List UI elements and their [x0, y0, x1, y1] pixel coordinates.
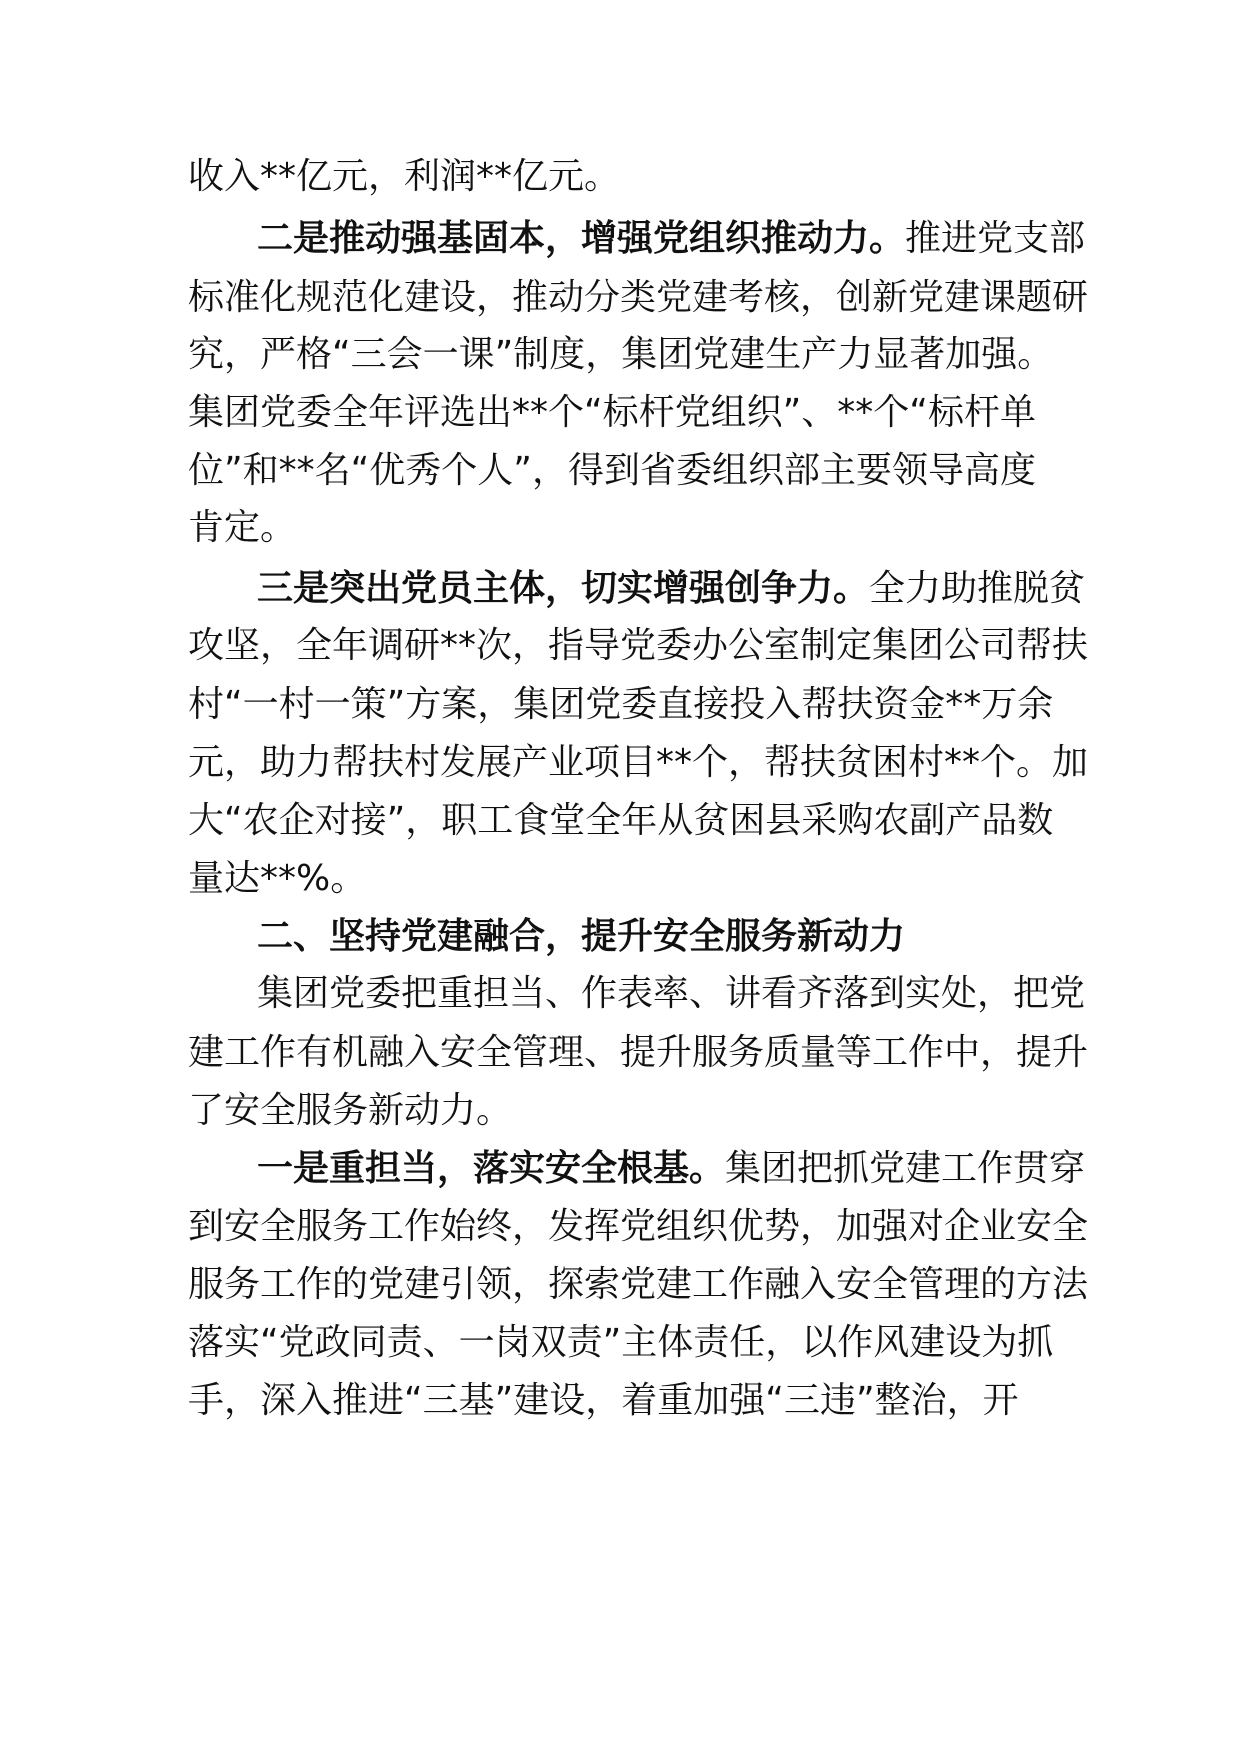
- paragraph-first-line: 集团党委把重担当、作表率、讲看齐落到实处，把党: [257, 973, 1086, 1014]
- text-line: 村“一村一策”方案，集团党委直接投入帮扶资金**万余: [188, 684, 1054, 725]
- text-line: 元，助力帮扶村发展产业项目**个，帮扶贫困村**个。加: [188, 742, 1089, 783]
- text-line: 攻坚，全年调研**次，指导党委办公室制定集团公司帮扶: [188, 625, 1089, 666]
- paragraph-first-line: 二是推动强基固本，增强党组织推动力。推进党支部: [257, 218, 1086, 259]
- text-line: 了安全服务新动力。: [188, 1090, 513, 1131]
- text-line: 服务工作的党建引领，探索党建工作融入安全管理的方法: [188, 1264, 1089, 1305]
- text-line: 到安全服务工作始终，发挥党组织优势，加强对企业安全: [188, 1206, 1089, 1247]
- text-line: 位”和**名“优秀个人”，得到省委组织部主要领导高度: [188, 450, 1036, 491]
- text-line: 大“农企对接”，职工食堂全年从贫困县采购农副产品数: [188, 800, 1054, 841]
- paragraph-first-line: 一是重担当，落实安全根基。集团把抓党建工作贯穿: [257, 1148, 1086, 1189]
- text-line: 建工作有机融入安全管理、提升服务质量等工作中，提升: [188, 1032, 1089, 1073]
- text-line: 量达**%。: [188, 858, 367, 899]
- text-line: 集团党委全年评选出**个“标杆党组织”、**个“标杆单: [188, 392, 1036, 433]
- text-line: 究，严格“三会一课”制度，集团党建生产力显著加强。: [188, 334, 1054, 375]
- bold-lead: 二是推动强基固本，增强党组织推动力。: [257, 218, 906, 259]
- text-line: 手，深入推进“三基”建设，着重加强“三违”整治，开: [188, 1380, 1019, 1421]
- bold-lead: 一是重担当，落实安全根基。: [257, 1148, 726, 1189]
- section-heading: 二、坚持党建融合，提升安全服务新动力: [257, 916, 906, 957]
- text-line: 落实“党政同责、一岗双责”主体责任，以作风建设为抓: [188, 1322, 1054, 1363]
- paragraph-first-line: 三是突出党员主体，切实增强创争力。全力助推脱贫: [257, 568, 1086, 609]
- bold-lead: 三是突出党员主体，切实增强创争力。: [257, 568, 870, 609]
- text-line: 肯定。: [188, 507, 297, 548]
- text-line: 标准化规范化建设，推动分类党建考核，创新党建课题研: [188, 277, 1089, 318]
- text-line: 收入**亿元，利润**亿元。: [188, 156, 621, 197]
